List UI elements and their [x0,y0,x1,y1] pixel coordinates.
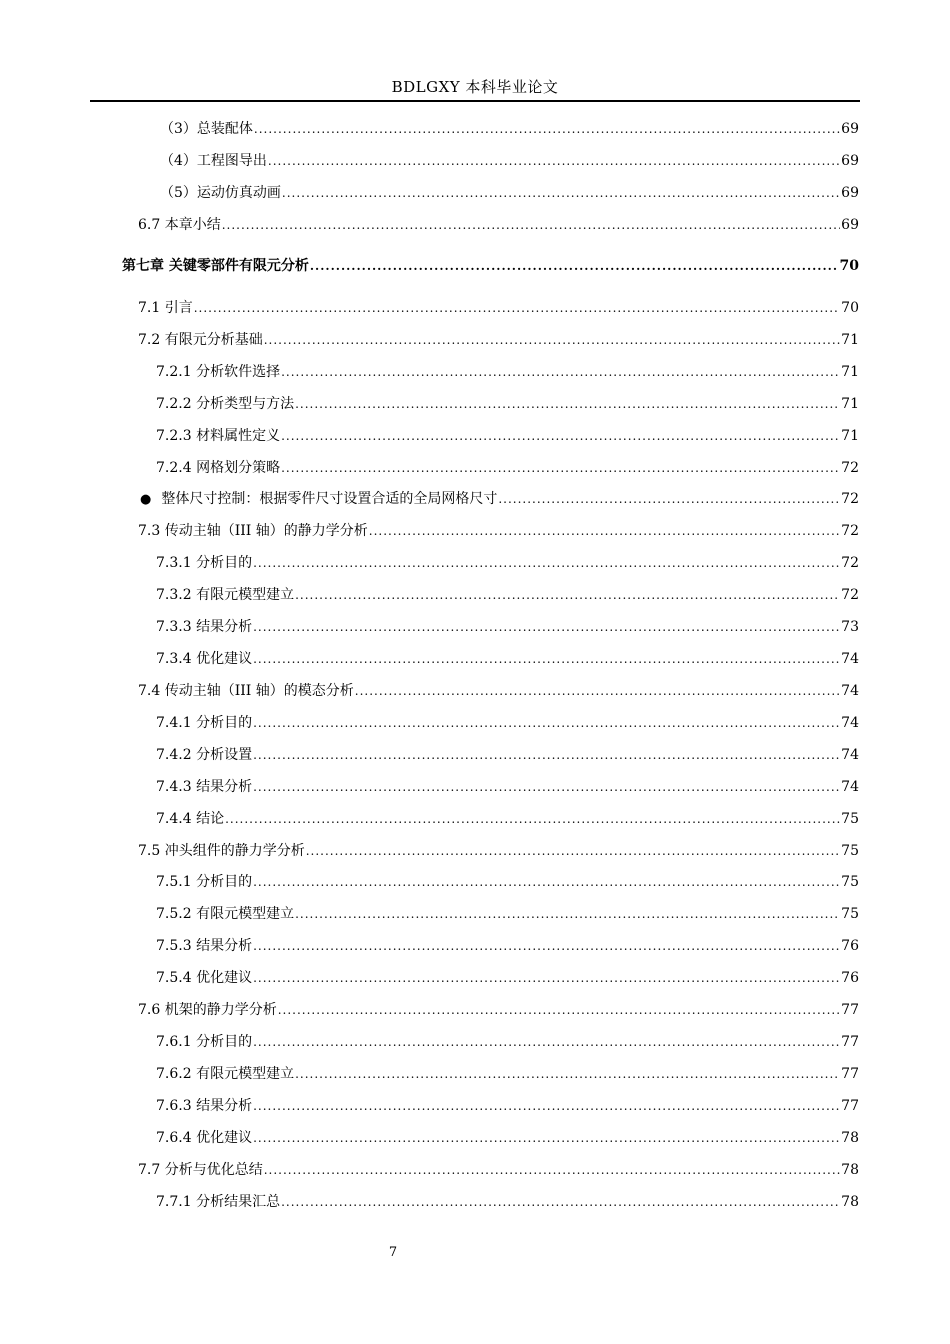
toc-dot-leader [253,554,840,572]
toc-entry-page: 75 [841,906,859,922]
toc-entry-label: 7.7 分析与优化总结 [138,1162,263,1178]
toc-entry-page: 76 [841,970,859,986]
toc-dot-leader [253,650,840,668]
toc-entry[interactable] [138,1001,859,1019]
toc-entry-page: 77 [841,1098,859,1114]
toc-dot-leader [281,427,840,445]
toc-entry-label: 整体尺寸控制：根据零件尺寸设置合适的全局网格尺寸 [161,491,498,507]
toc-entry[interactable] [156,969,859,987]
toc-entry[interactable] [156,554,859,572]
toc-entry-label: 7.5.2 有限元模型建立 [156,906,295,922]
toc-entry-label: 7.2.4 网格划分策略 [156,460,281,476]
toc-entry[interactable] [156,778,859,796]
toc-entry-label: 7.5.1 分析目的 [156,874,253,890]
toc-entry-page: 71 [841,332,859,348]
toc-entry-label: 7.5 冲头组件的静力学分析 [138,843,305,859]
toc-dot-leader [295,395,840,413]
toc-dot-leader [253,969,840,987]
toc-entry-page: 74 [841,779,859,795]
toc-entry[interactable] [156,459,859,477]
toc-dot-leader [281,1193,840,1211]
toc-entry-page: 77 [841,1066,859,1082]
toc-entry-page: 69 [841,121,859,137]
toc-entry-label: 7.6.2 有限元模型建立 [156,1066,295,1082]
toc-dot-leader [264,1161,840,1179]
toc-entry-label: 7.3.2 有限元模型建立 [156,587,295,603]
toc-entry-label: 7.2.3 材料属性定义 [156,428,281,444]
toc-entry[interactable] [138,682,859,700]
toc-entry-label: 7.7.1 分析结果汇总 [156,1194,281,1210]
toc-entry-page: 69 [841,185,859,201]
bullet-icon: ● [140,492,152,507]
toc-entry[interactable] [156,395,859,413]
toc-entry-page: 73 [841,619,859,635]
toc-entry-page: 71 [841,428,859,444]
toc-entry[interactable] [140,490,859,509]
toc-entry-page: 72 [841,491,859,507]
toc-dot-leader [253,937,840,955]
toc-entry-label: 7.1 引言 [138,300,193,316]
toc-entry-page: 69 [841,217,859,233]
toc-entry-label: （3）总装配体 [160,121,253,137]
toc-dot-leader [253,1033,840,1051]
toc-dot-leader [254,120,840,138]
toc-entry[interactable] [156,650,859,668]
toc-dot-leader [253,1129,840,1147]
toc-entry-label: 7.6.1 分析目的 [156,1034,253,1050]
toc-entry[interactable] [156,746,859,764]
toc-entry-label: 7.4.2 分析设置 [156,747,253,763]
toc-entry-page: 74 [841,715,859,731]
toc-entry[interactable] [138,522,859,540]
toc-entry-page: 70 [839,258,859,274]
toc-dot-leader [253,1097,840,1115]
toc-entry-page: 77 [841,1034,859,1050]
toc-dot-leader [369,522,840,540]
toc-entry-page: 74 [841,747,859,763]
toc-entry-label: 7.3.1 分析目的 [156,555,253,571]
toc-entry-label: 7.6.4 优化建议 [156,1130,253,1146]
toc-dot-leader [281,459,840,477]
toc-entry-label: 7.4.1 分析目的 [156,715,253,731]
toc-entry[interactable] [138,1161,859,1179]
toc-dot-leader [281,363,840,381]
toc-entry[interactable] [156,1097,859,1115]
toc-entry-page: 72 [841,523,859,539]
toc-entry[interactable] [160,120,859,138]
toc-dot-leader [310,257,839,275]
toc-entry[interactable] [160,152,859,170]
toc-entry-page: 78 [841,1130,859,1146]
toc-entry-label: 7.4.3 结果分析 [156,779,253,795]
toc-dot-leader [306,842,840,860]
toc-entry-page: 72 [841,587,859,603]
toc-entry-label: 7.4 传动主轴（III 轴）的模态分析 [138,683,354,699]
toc-entry-label: 7.4.4 结论 [156,811,225,827]
toc-entry-label: 7.3.4 优化建议 [156,651,253,667]
toc-entry-label: 7.2 有限元分析基础 [138,332,263,348]
toc-entry-label: 6.7 本章小结 [138,217,221,233]
toc-entry-page: 75 [841,874,859,890]
toc-entry-label: 7.6 机架的静力学分析 [138,1002,277,1018]
toc-entry-page: 77 [841,1002,859,1018]
toc-dot-leader [295,1065,840,1083]
toc-entry[interactable] [160,184,859,202]
toc-entry[interactable] [156,1129,859,1147]
toc-entry[interactable] [156,1065,859,1083]
toc-entry[interactable] [138,216,859,234]
toc-entry-page: 75 [841,843,859,859]
toc-dot-leader [498,490,840,508]
toc-entry-page: 78 [841,1194,859,1210]
toc-entry-label: （4）工程图导出 [160,153,267,169]
toc-entry-page: 74 [841,651,859,667]
toc-entry[interactable] [156,427,859,445]
toc-entry-label: （5）运动仿真动画 [160,185,281,201]
toc-entry[interactable] [122,257,859,275]
toc-dot-leader [253,714,840,732]
toc-entry-page: 75 [841,811,859,827]
toc-dot-leader [222,216,840,234]
toc-entry[interactable] [138,842,859,860]
page-header-title: BDLGXY 本科毕业论文 [391,78,559,96]
toc-entry-label: 7.2.2 分析类型与方法 [156,396,295,412]
toc-entry[interactable] [156,937,859,955]
toc-entry-page: 78 [841,1162,859,1178]
toc-entry-label: 7.3.3 结果分析 [156,619,253,635]
toc-dot-leader [282,184,840,202]
toc-dot-leader [225,810,840,828]
toc-entry-page: 74 [841,683,859,699]
toc-dot-leader [194,299,840,317]
toc-dot-leader [278,1001,840,1019]
toc-entry-label: 7.3 传动主轴（III 轴）的静力学分析 [138,523,368,539]
toc-entry-label: 7.2.1 分析软件选择 [156,364,281,380]
toc-entry[interactable] [156,1193,859,1211]
toc-dot-leader [253,778,840,796]
page-number: 7 [388,1245,398,1260]
toc-entry-page: 71 [841,364,859,380]
toc-dot-leader [295,905,840,923]
toc-entry[interactable] [156,1033,859,1051]
toc-dot-leader [264,331,840,349]
toc-entry-page: 69 [841,153,859,169]
toc-entry-page: 72 [841,460,859,476]
toc-entry[interactable] [156,714,859,732]
toc-dot-leader [253,618,840,636]
toc-entry[interactable] [138,299,859,317]
toc-entry-page: 71 [841,396,859,412]
toc-entry-page: 72 [841,555,859,571]
toc-entry[interactable] [138,331,859,349]
toc-entry[interactable] [156,873,859,891]
toc-entry[interactable] [156,586,859,604]
toc-entry[interactable] [156,810,859,828]
toc-entry-page: 76 [841,938,859,954]
toc-entry-label: 7.6.3 结果分析 [156,1098,253,1114]
toc-entry-label: 7.5.3 结果分析 [156,938,253,954]
toc-dot-leader [355,682,840,700]
toc-entry-label: 第七章 关键零部件有限元分析 [122,258,309,274]
toc-dot-leader [253,873,840,891]
toc-dot-leader [268,152,840,170]
toc-entry-page: 70 [841,300,859,316]
toc-entry[interactable] [156,618,859,636]
toc-entry[interactable] [156,905,859,923]
toc-dot-leader [295,586,840,604]
toc-dot-leader [253,746,840,764]
toc-entry-label: 7.5.4 优化建议 [156,970,253,986]
toc-entry[interactable] [156,363,859,381]
